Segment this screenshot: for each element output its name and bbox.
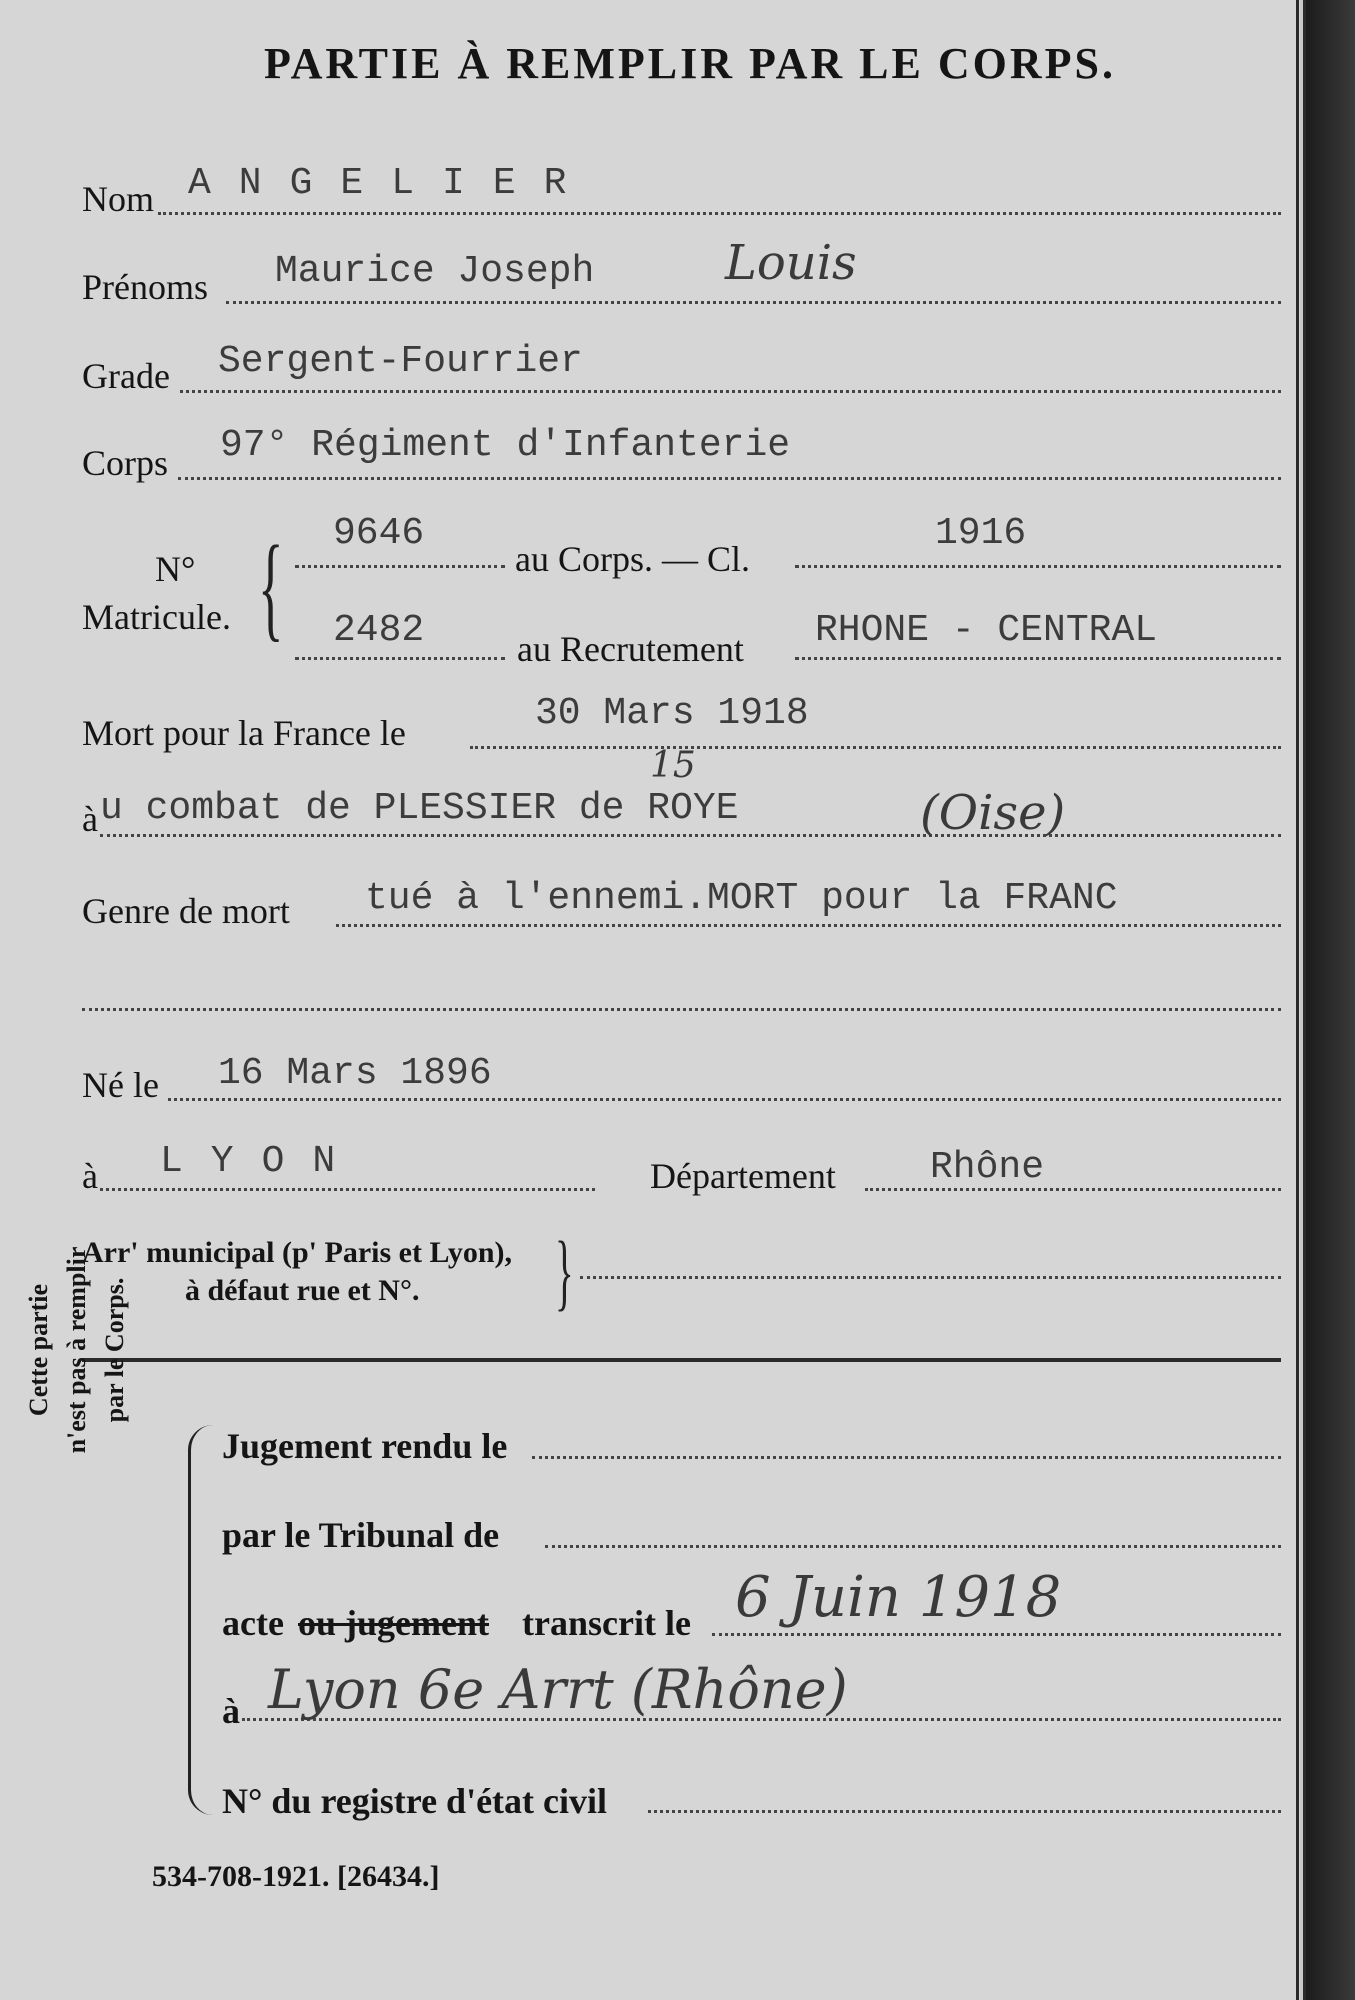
recrutement-value: RHONE - CENTRAL	[815, 609, 1158, 652]
matricule-label-no: N°	[155, 549, 196, 589]
corps-label: Corps	[82, 443, 169, 483]
nom-label: Nom	[82, 179, 154, 219]
acte-label: acte	[222, 1603, 284, 1643]
tribunal-label: par le Tribunal de	[222, 1515, 500, 1555]
side-note: Cette partie n'est pas à remplir par le Corps.	[24, 1246, 129, 1454]
tribunal-line	[545, 1545, 1281, 1548]
matricule-recrutement-number: 2482	[333, 609, 425, 652]
departement-line	[865, 1188, 1281, 1191]
lieu-transcription-value: Lyon 6e Arrt (Rhône)	[268, 1658, 848, 1721]
card-edge-line	[1296, 0, 1299, 2000]
genre-mort-value: tué à l'ennemi.MORT pour la FRANC	[365, 877, 1118, 920]
lieu-mort-correction: 15	[650, 745, 696, 786]
lieu-mort-handwritten: (Oise)	[920, 785, 1066, 841]
arrondissement-brace: }	[555, 1223, 574, 1319]
nom-value: ANGELIER	[188, 162, 595, 205]
transcrit-date: 6 Juin 1918	[735, 1565, 1062, 1630]
nom-line	[158, 212, 1281, 215]
arrondissement-label-sub: à défaut rue et N°.	[185, 1274, 420, 1307]
jugement-brace	[188, 1425, 213, 1815]
lieu-mort-label: à	[82, 799, 98, 839]
jugement-rendu-line	[532, 1456, 1281, 1459]
lieu-mort-value: u combat de PLESSIER de ROYE	[100, 787, 739, 830]
mort-label: Mort pour la France le	[82, 713, 406, 753]
ne-le-label: Né le	[82, 1065, 159, 1105]
transcrit-line	[712, 1633, 1281, 1636]
acte-strike: ou jugement	[298, 1603, 489, 1643]
classe-value: 1916	[935, 512, 1027, 555]
matricule-corps-number: 9646	[333, 512, 425, 555]
grade-label: Grade	[82, 356, 170, 396]
genre-mort-label: Genre de mort	[82, 891, 290, 931]
mort-date: 30 Mars 1918	[535, 692, 809, 735]
prenoms-label: Prénoms	[82, 267, 208, 307]
recrutement-label: au Recrutement	[517, 629, 744, 669]
scan-dark-margin	[1306, 0, 1355, 2000]
matricule-corps-label: au Corps. — Cl.	[515, 539, 751, 579]
arrondissement-line	[580, 1276, 1281, 1279]
ne-le-line	[168, 1098, 1281, 1101]
lieu-naissance-value: LYON	[160, 1140, 364, 1183]
ne-le-value: 16 Mars 1896	[218, 1052, 492, 1095]
recrutement-value-line	[795, 657, 1281, 660]
print-reference: 534-708-1921. [26434.]	[152, 1860, 440, 1893]
prenoms-handwritten: Louis	[725, 235, 857, 291]
grade-line	[180, 390, 1281, 393]
departement-value: Rhône	[930, 1146, 1045, 1189]
transcrit-label: transcrit le	[522, 1603, 691, 1643]
registre-label: N° du registre d'état civil	[222, 1781, 608, 1821]
matricule-brace: {	[258, 521, 284, 652]
matricule-label: Matricule.	[82, 597, 231, 637]
genre-mort-line	[336, 924, 1281, 927]
prenoms-value: Maurice Joseph	[275, 250, 595, 293]
lieu-transcription-label: à	[222, 1691, 240, 1731]
matricule-recrutement-line	[295, 657, 505, 660]
section-divider	[82, 1358, 1281, 1362]
matricule-corps-line	[295, 565, 505, 568]
lieu-naissance-line	[100, 1188, 595, 1191]
form-title: PARTIE À REMPLIR PAR LE CORPS.	[264, 39, 1116, 88]
blank-line	[82, 1008, 1281, 1011]
mort-line	[470, 746, 1281, 749]
classe-line	[795, 565, 1281, 568]
prenoms-line	[226, 301, 1281, 304]
registre-line	[648, 1810, 1281, 1813]
departement-label: Département	[650, 1156, 836, 1196]
lieu-naissance-label: à	[82, 1156, 98, 1196]
jugement-rendu-label: Jugement rendu le	[222, 1426, 508, 1466]
lieu-mort-line	[100, 834, 1281, 837]
corps-value: 97° Régiment d'Infanterie	[220, 424, 791, 467]
corps-line	[178, 477, 1281, 480]
grade-value: Sergent-Fourrier	[218, 340, 583, 383]
arrondissement-label: Arr' municipal (p' Paris et Lyon),	[82, 1236, 512, 1269]
